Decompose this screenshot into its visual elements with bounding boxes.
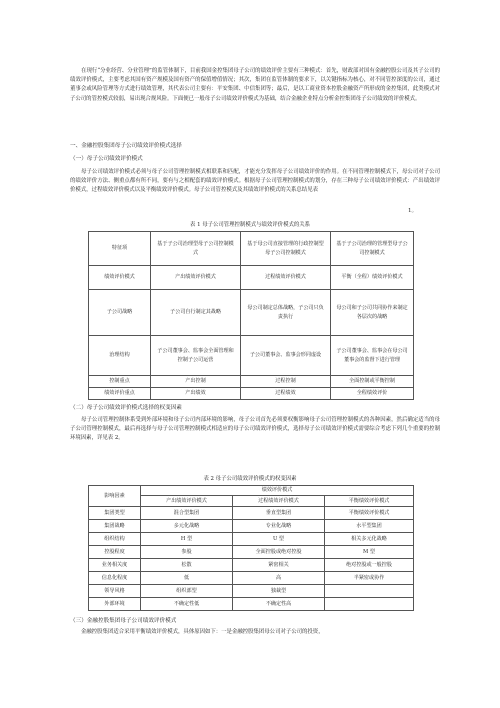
table-row — [89, 266, 414, 290]
table-header-cell: 过程绩效评价模式 — [233, 496, 325, 507]
table-cell: 子公司战略 — [89, 290, 151, 336]
table-cell: U 型 — [233, 533, 325, 546]
table-row — [89, 559, 414, 572]
table-cell: 业务相关度 — [89, 559, 141, 572]
table-cell: 组织部型 — [141, 585, 233, 598]
table-cell: 平衡（全程）绩效评价模式 — [331, 266, 414, 290]
table-header-cell: 影响因素 — [89, 486, 141, 507]
table-cell: 不确定性低 — [141, 598, 233, 611]
table-cell: 外部环境 — [89, 598, 141, 611]
subsection-heading-1-2: （二）母子公司绩效评价模式选择的权变因素 — [70, 405, 182, 411]
table-cell: 独裁型 — [233, 585, 325, 598]
table-cell: 子公司自行制定其战略 — [151, 290, 241, 336]
table-cell: 治理结构 — [89, 336, 151, 376]
table-row — [89, 232, 414, 266]
table-cell: 控股程度 — [89, 546, 141, 559]
table-cell: 过程控制 — [241, 376, 331, 388]
table-cell: 平衡绩效评价模式 — [325, 507, 414, 520]
section-heading-1: 一、金融控股集团母子公司绩效评价模式选择 — [70, 143, 182, 149]
table-cell: 不确定性高 — [233, 598, 325, 611]
table-row — [89, 546, 414, 559]
table-cell: 绩效评价重点 — [89, 388, 151, 400]
table-cell: 母公司和子公司共同协作来制定各层次的战略 — [331, 290, 414, 336]
table-cell: 多元化战略 — [141, 520, 233, 533]
table-header-cell: 产出绩效评价模式 — [141, 496, 233, 507]
table-row — [89, 336, 414, 376]
table-row — [89, 572, 414, 585]
table-cell: 全面控股或绝对控股 — [233, 546, 325, 559]
table-cell: 母公司制定总体战略，子公司只负责执行 — [241, 290, 331, 336]
table-cell — [325, 598, 414, 611]
table-cell: 水平型集团 — [325, 520, 414, 533]
table-cell: 混合型集团 — [141, 507, 233, 520]
table-cell: 基于子公司治理的管理型母子公司控制模式 — [331, 232, 414, 266]
table-header-cell: 平衡绩效评价模式 — [325, 496, 414, 507]
table-row — [89, 376, 414, 388]
table-1-caption: 表 1 母子公司管理控制模式与绩效评价模式的关系 — [189, 222, 311, 228]
subsection-heading-1-3: （三）金融控股集团母子公司绩效评价模式 — [70, 618, 177, 624]
table-row — [89, 486, 414, 496]
intro-paragraph: 在现行“分业经营、分业管理”的监管体制下，目前我国金控集团母子公司的绩效评价主要有三种模式：首先，财政部对国有金融控股公司及其子公司的绩效评价模式，主要考虑其国有资产规模及国有资产的保值增值情况；其次，集团在监管体制的要求下，以关键指标为核心，对不同管控深度的公司，通过董事会或风险管理等方式进行绩效管理，其代表公司主要有：平安集团、中信集团等；最后，是以工商业资本控股金融资产所形成的金控集团，此类模式对子公司的管控模式较弱，易出现合规风险。下面便已一般母子公司绩效评价模式为基础，结合金融企业特点分析金控集团母子公司绩效的评价模式。 — [70, 68, 440, 102]
table-1 — [88, 231, 414, 400]
table-cell: 信息化程度 — [89, 572, 141, 585]
table-cell: 高 — [233, 572, 325, 585]
table-cell: 集团战略 — [89, 520, 141, 533]
paragraph-1-3: 金融控股集团适合采用平衡绩效评价模式，具体原因如下：一是金融控股集团母公司对子公司的投资， — [81, 629, 324, 635]
table-cell: 集团类型 — [89, 507, 141, 520]
table-cell: 专业化战略 — [233, 520, 325, 533]
table-2 — [88, 485, 414, 611]
paragraph-1-1: 母子公司绩效评价模式必须与母子公司管理控制模式相联系和匹配，才能充分发挥母子公司绩效评价的作用。在不同管理控制模式下，母公司对子公司的绩效评价方法、侧重点都有所不同，要有与之相配套的绩效评价模式。根据母子公司管理控制模式的划分，存在三种母子公司绩效评价模式：产出绩效评价模式，过程绩效评价模式以及平衡绩效评价模式。母子公司管控模式及其绩效评价模式的关系总结见表 — [70, 169, 440, 194]
table-cell: 过程绩效评价模式 — [241, 266, 331, 290]
table-row — [89, 533, 414, 546]
table-cell: 子公司董事会、监事会形同虚设 — [241, 336, 331, 376]
table-2-caption: 表 2 母子公司绩效评价模式的权变因素 — [203, 476, 297, 482]
table-cell: H 型 — [141, 533, 233, 546]
table-cell: 松散 — [141, 559, 233, 572]
table-cell: 子公司董事会、监事会全面管理和控制子公司运营 — [151, 336, 241, 376]
table-cell: 产出绩效评价模式 — [151, 266, 241, 290]
table-cell: 低 — [141, 572, 233, 585]
table-cell: 过程绩效 — [241, 388, 331, 400]
table-cell: 半紧密或协作 — [325, 572, 414, 585]
table-cell: 参股 — [141, 546, 233, 559]
table-cell: 基于母公司直接管理的行政控制型母子公司控制模式 — [241, 232, 331, 266]
subsection-heading-1-1: （一）母子公司绩效评价模式 — [70, 156, 143, 162]
table-cell — [325, 585, 414, 598]
table-cell: 相关多元化战略 — [325, 533, 414, 546]
table-cell: 基于子公司治理型母子公司控制模式 — [151, 232, 241, 266]
table-cell: 全面控制或平衡控制 — [331, 376, 414, 388]
table-cell: 产出控制 — [151, 376, 241, 388]
table-row — [89, 598, 414, 611]
table-cell: 产出绩效 — [151, 388, 241, 400]
paragraph-1-2: 母子公司管理控制体系受到外部环境和母子公司内部环境的影响，母子公司首先必须要权衡影响母子公司管理控制模式的各种因素，然后确定适当的母子公司管理控制模式，最后再选择与母子公司管理控制模式相适应的母子公司绩效评价模式，选择母子公司绩效评价模式需要综合考虑下列几个重要的控制环境因素，详见表 2。 — [70, 417, 440, 442]
table-row — [89, 520, 414, 533]
table-cell: 控制重点 — [89, 376, 151, 388]
table-cell: M 型 — [325, 546, 414, 559]
table-cell: 垂直型集团 — [233, 507, 325, 520]
table-cell: 全程绩效评价 — [331, 388, 414, 400]
table-1-reference: 1。 — [408, 208, 418, 214]
table-row — [89, 290, 414, 336]
table-cell: 特征项 — [89, 232, 151, 266]
table-cell: 紧密相关 — [233, 559, 325, 572]
table-row — [89, 388, 414, 400]
table-cell: 领导风格 — [89, 585, 141, 598]
table-cell: 组织结构 — [89, 533, 141, 546]
table-row — [89, 585, 414, 598]
table-cell: 绩效评价模式 — [89, 266, 151, 290]
table-header-cell: 绩效评价模式 — [141, 486, 414, 496]
table-cell: 绝对控股或一般控股 — [325, 559, 414, 572]
table-cell: 子公司董事会、监事会在母公司董事会的监督下进行管理 — [331, 336, 414, 376]
table-row — [89, 507, 414, 520]
